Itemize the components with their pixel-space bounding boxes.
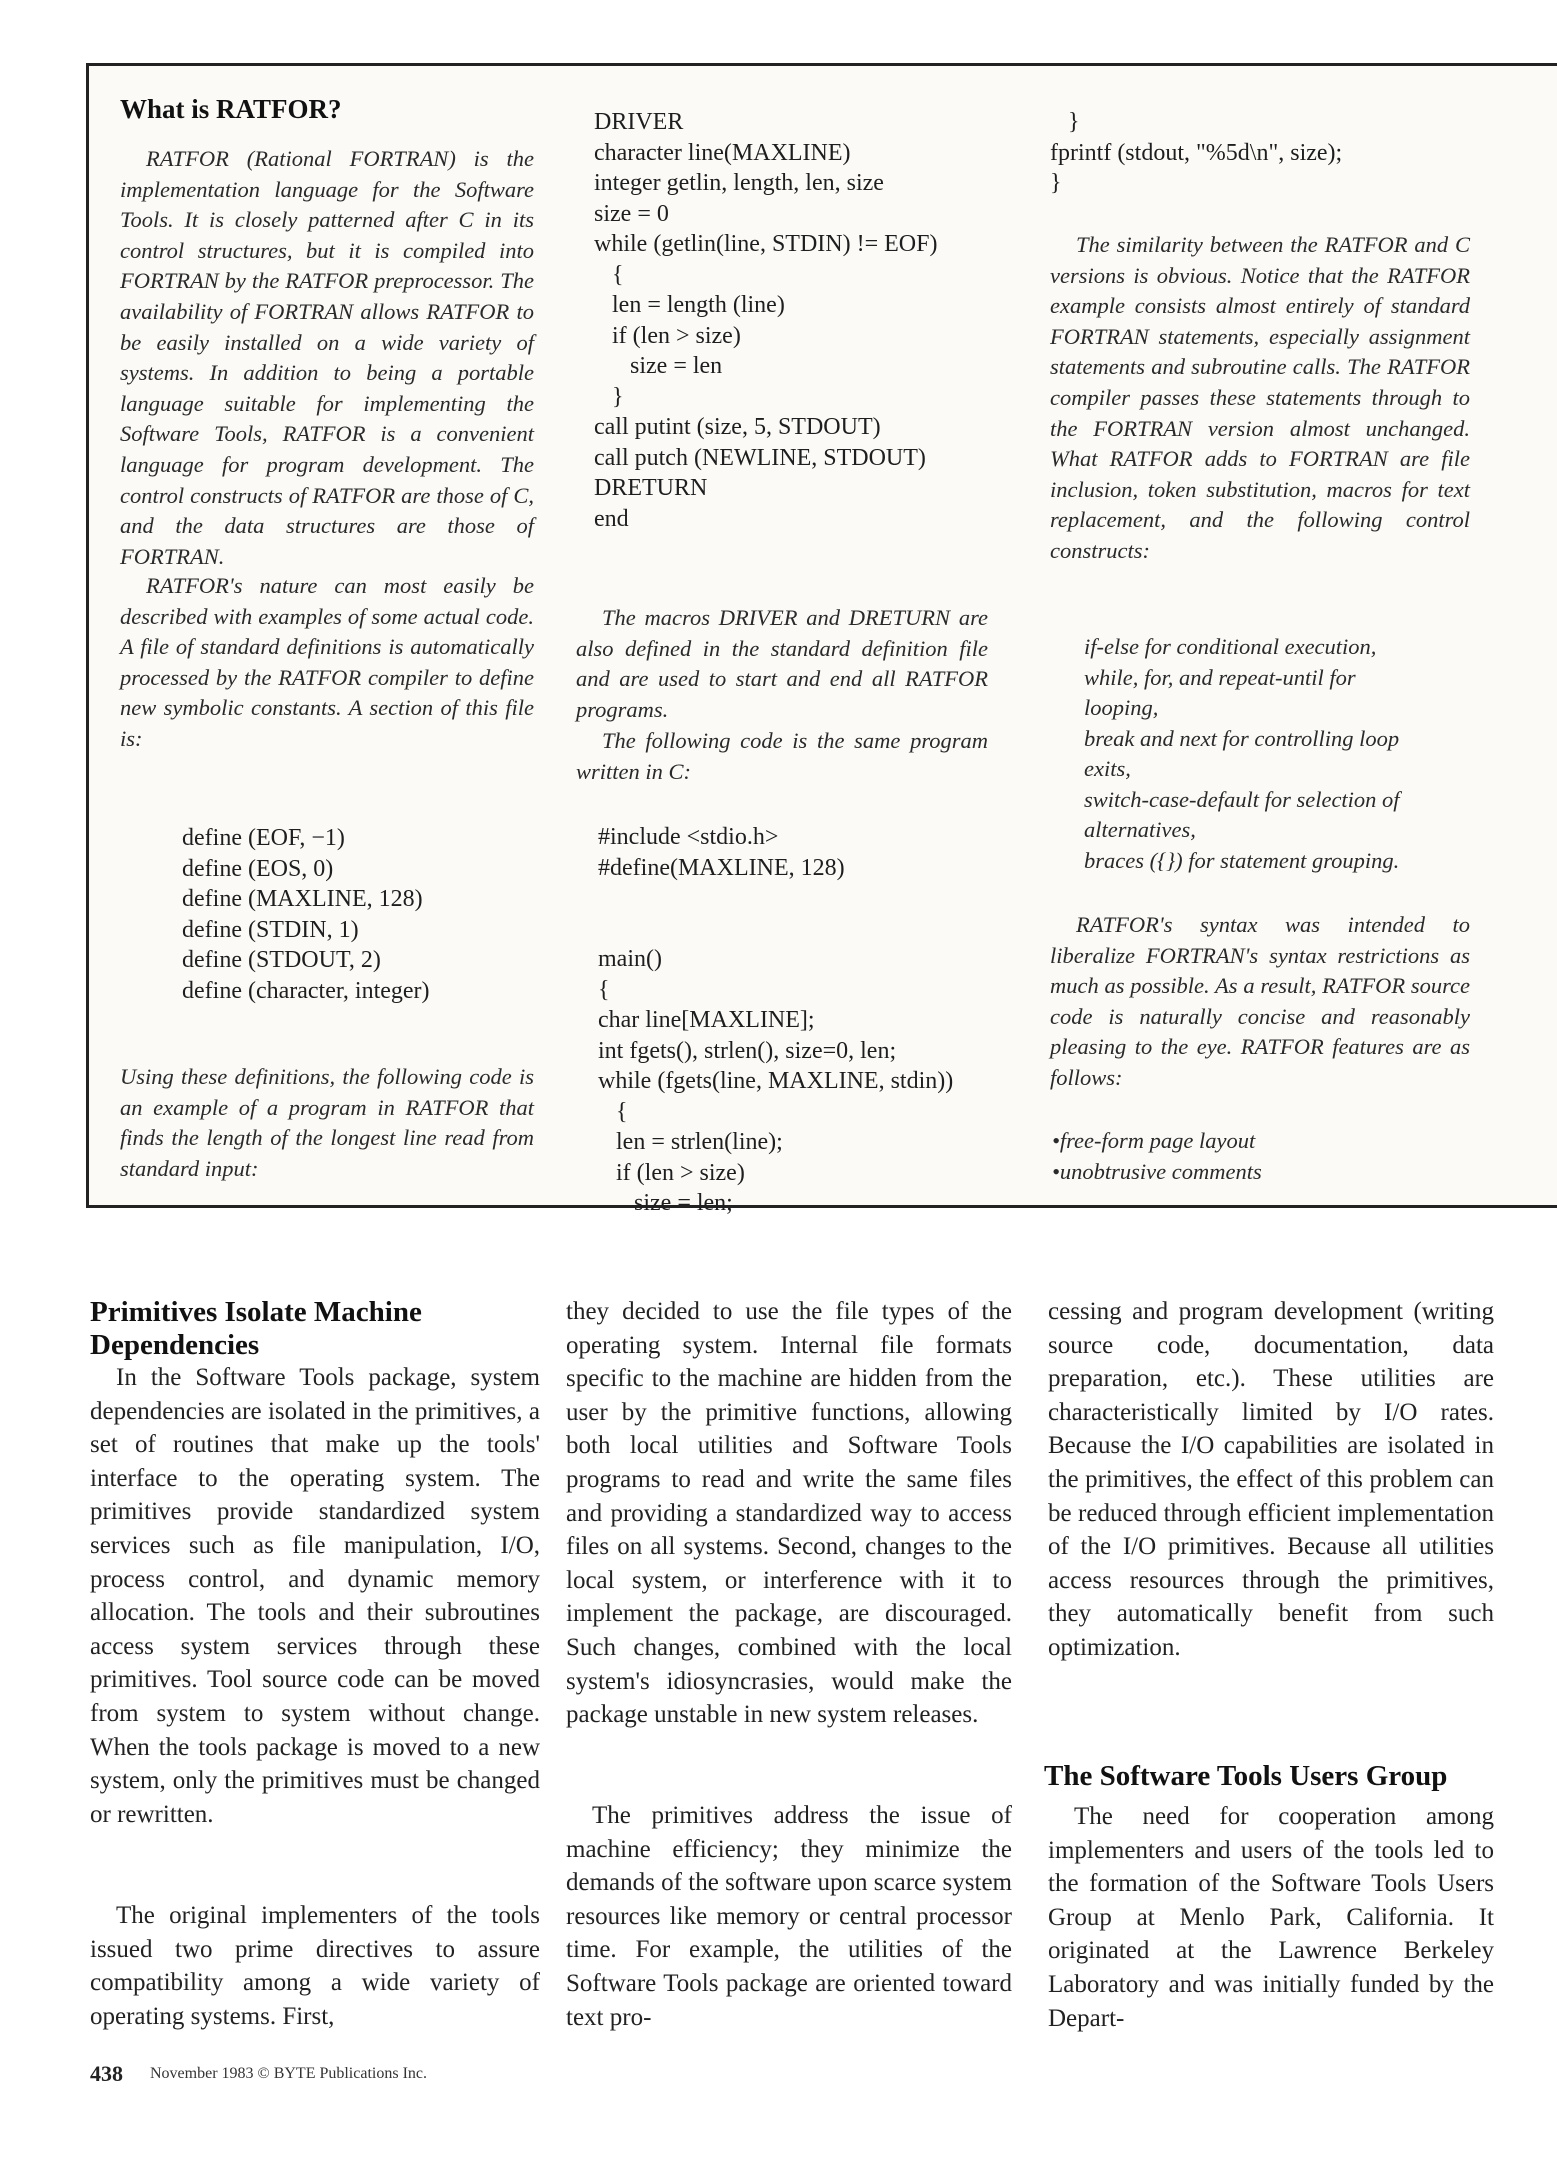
sidebar-c-code: #include <stdio.h> #define(MAXLINE, 128) main() { char line[MAXLINE]; int fgets(), strlen(), size=0, len; while (fgets(line, MAXLINE, stdin)) { len = strlen(line); if (len > size) size = len;	[598, 824, 954, 1216]
sidebar-title: What is RATFOR?	[120, 94, 342, 124]
heading-users-group: The Software Tools Users Group	[1044, 1760, 1448, 1792]
article-col3-para2: The need for cooperation among implementers and users of the tools led to the formation of the Software Tools Users Group at Menlo Park, California. It originated at the Lawrence Berkeley Laboratory and was initially funded by the Depart-	[1048, 1803, 1494, 2032]
footer-credit: November 1983 © BYTE Publications Inc.	[150, 2065, 427, 2082]
sidebar-col3-code: } fprintf (stdout, "%5d\n", size); }	[1050, 109, 1343, 196]
sidebar-col1-para2: RATFOR's nature can most easily be described with examples of some actual code. A file of standard definitions is automatically processed by the RATFOR compiler to define new symbolic constants. A section of this file is:	[120, 573, 534, 751]
sidebar-features-list: •free-form page layout •unobtrusive comments	[1052, 1128, 1262, 1184]
sidebar-col2-para2: The following code is the same program written in C:	[576, 728, 988, 784]
article-col1-para1: In the Software Tools package, system dependencies are isolated in the primitives, a set of routines that make up the tools' interface to the operating system. The primitives provide standardized system services such as file manipulation, I/O, process control, and dynamic memory allocation. The tools and their subroutines access system services through these primitives. Tool source code can be moved from system to system without change. When the tools package is moved to a new system, only the primitives must be changed or rewritten.	[90, 1364, 540, 1828]
sidebar-constructs-list: if-else for conditional execution, while, for, and repeat-until for looping, break and next for controlling loop exits, switch-case-default for selection of alternatives, braces ({}) for statement grouping.	[1084, 634, 1400, 873]
article-col3-para1: cessing and program development (writing source code, documentation, data preparation, etc.). These utilities are characteristically limited by I/O rates. Because the I/O capabilities are isolated in the primitives, the effect of this problem can be reduced through efficient implementation of the I/O primitives. Because all utilities access resources through the primitives, they automatically benefit from such optimization.	[1048, 1298, 1494, 1661]
heading-primitives: Primitives Isolate Machine Dependencies	[90, 1296, 422, 1361]
sidebar-col3-para2: RATFOR's syntax was intended to liberalize FORTRAN's syntax restrictions as much as possible. As a result, RATFOR source code is naturally concise and reasonably pleasing to the eye. RATFOR features are as follows:	[1050, 912, 1470, 1090]
page-number: 438	[90, 2061, 123, 2086]
sidebar-defines-code: define (EOF, −1) define (EOS, 0) define (MAXLINE, 128) define (STDIN, 1) define (STDOUT, 2) define (character, integer)	[182, 825, 430, 1004]
article-col2-para1: they decided to use the file types of the operating system. Internal file formats specific to the machine are hidden from the user by the primitive functions, allowing both local utilities and Software Tools programs to read and write the same files and providing a standardized way to access files on all systems. Second, changes to the local system, or interference with it to implement the package, are discouraged. Such changes, combined with the local system's idiosyncrasies, would make the package unstable in new system releases.	[566, 1298, 1012, 1729]
sidebar-col2-para1: The macros DRIVER and DRETURN are also defined in the standard definition file and are used to start and end all RATFOR programs.	[576, 605, 988, 722]
article-col1-para2: The original implementers of the tools issued two prime directives to assure compatibility among a wide variety of operating systems. First,	[90, 1902, 540, 2030]
article-col2-para2: The primitives address the issue of machine efficiency; they minimize the demands of the software upon scarce system resources like memory or central processor time. For example, the utilities of the Software Tools package are oriented toward text pro-	[566, 1802, 1012, 2031]
sidebar-ratfor-code: DRIVER character line(MAXLINE) integer getlin, length, len, size size = 0 while (getlin(line, STDIN) != EOF) { len = length (line) if (len > size) size = len } call putint (size, 5, STDOUT) call putch (NEWLINE, STDOUT) DRETURN end	[594, 109, 938, 532]
sidebar-col1-para3: Using these definitions, the following code is an example of a program in RATFOR that finds the length of the longest line read from standard input:	[120, 1064, 534, 1181]
sidebar-col1-para1: RATFOR (Rational FORTRAN) is the implementation language for the Software Tools. It is closely patterned after C in its control structures, but it is compiled into FORTRAN by the RATFOR preprocessor. The availability of FORTRAN allows RATFOR to be easily installed on a wide variety of systems. In addition to being a portable language suitable for implementing the Software Tools, RATFOR is a convenient language for program development. The control constructs of RATFOR are those of C, and the data structures are those of FORTRAN.	[120, 146, 534, 569]
sidebar-col3-para1: The similarity between the RATFOR and C versions is obvious. Notice that the RATFOR example consists almost entirely of standard FORTRAN statements, especially assignment statements and subroutine calls. The RATFOR compiler passes these statements through to the FORTRAN version almost unchanged. What RATFOR adds to FORTRAN are file inclusion, token substitution, macros for text replacement, and the following control constructs:	[1050, 232, 1470, 563]
